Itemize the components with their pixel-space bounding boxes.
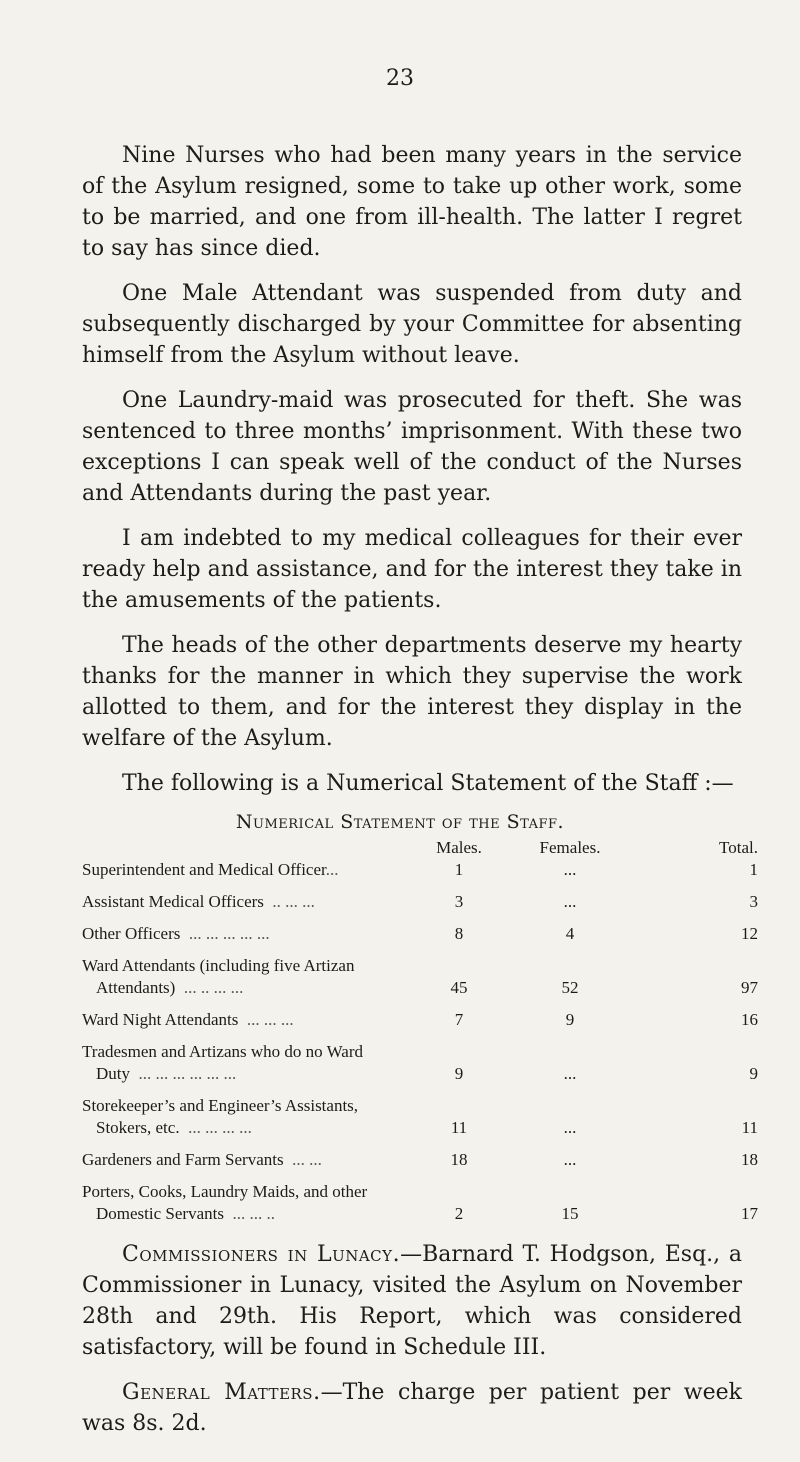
- table-row: [82, 1041, 758, 1095]
- header-blank: [82, 837, 404, 859]
- table-row: [82, 955, 758, 1009]
- row-label-cell: [82, 1181, 404, 1235]
- paragraph-department-heads: The heads of the other departments deserve my hearty thanks for the manner in which they supervise the work allotted to them, and for the interest they display in the welfare of the Asylum.: [82, 633, 742, 751]
- leader-dots: .. ... ...: [272, 892, 315, 911]
- header-total: Total.: [719, 838, 758, 857]
- males-cell: 9: [454, 1064, 464, 1083]
- row-label-cell: [82, 955, 404, 1009]
- total-cell: 3: [749, 892, 758, 911]
- row-label-cell: [82, 923, 404, 955]
- header-males: Males.: [436, 838, 482, 857]
- males-cell: 7: [454, 1010, 464, 1029]
- total-cell: 16: [741, 1010, 758, 1029]
- males-cell: 8: [454, 924, 464, 943]
- row-label: Ward Night Attendants: [82, 1010, 239, 1029]
- page-number: 23: [386, 66, 414, 91]
- row-label: Porters, Cooks, Laundry Maids, and other: [82, 1182, 368, 1201]
- males-cell: 18: [450, 1150, 468, 1169]
- females-cell: 4: [565, 924, 575, 943]
- table-row: [82, 1149, 758, 1181]
- row-label-cell: [82, 1149, 404, 1181]
- staff-table-header: [82, 837, 758, 859]
- row-label-cell: [82, 1041, 404, 1095]
- row-label: Other Officers: [82, 924, 181, 943]
- leader-dots: ... ... ... ... ...: [188, 924, 270, 943]
- table-row: [82, 859, 758, 891]
- row-label-continued: [82, 1063, 404, 1085]
- females-cell: ...: [563, 1064, 577, 1083]
- females-cell: 15: [561, 1204, 579, 1223]
- females-cell: ...: [563, 1150, 577, 1169]
- row-label-continued: [82, 1203, 404, 1225]
- leader-dots: ...: [325, 860, 339, 879]
- males-cell: 11: [450, 1118, 468, 1137]
- row-label: Tradesmen and Artizans who do no Ward: [82, 1042, 363, 1061]
- leader-dots: ... ... ...: [246, 1010, 294, 1029]
- paragraph-colleagues: I am indebted to my medical colleagues for their ever ready help and assistance, and for the interest they take in the amusements of the patients.: [82, 526, 742, 613]
- paragraph-statement-intro: The following is a Numerical Statement of the Staff :—: [122, 771, 734, 796]
- females-cell: 9: [565, 1010, 575, 1029]
- total-cell: 97: [741, 978, 758, 997]
- row-label: Storekeeper’s and Engineer’s Assistants,: [82, 1096, 359, 1115]
- total-cell: 17: [741, 1204, 758, 1223]
- table-row: [82, 1009, 758, 1041]
- table-row: [82, 1095, 758, 1149]
- leader-dots: ... ... ..: [232, 1204, 275, 1223]
- commissioners-heading: Commissioners in Lunacy.: [122, 1242, 401, 1267]
- general-matters-text: —The charge per patient per week was 8s. 2d.: [82, 1380, 742, 1436]
- total-cell: 9: [749, 1064, 758, 1083]
- males-cell: 2: [454, 1204, 464, 1223]
- leader-dots: ... ...: [292, 1150, 322, 1169]
- commissioners-text: —Barnard T. Hodgson, Esq., a Commissioner in Lunacy, visited the Asylum on November 28th and 29th. His Report, which was considered satisfactory, will be found in Schedule III.: [82, 1242, 743, 1360]
- males-cell: 3: [454, 892, 464, 911]
- row-label: Ward Attendants (including five Artizan: [82, 956, 355, 975]
- row-label-continued: [82, 977, 404, 999]
- leader-dots: ... .. ... ...: [183, 978, 244, 997]
- males-cell: 1: [454, 860, 464, 879]
- row-label-cell: [82, 1009, 404, 1041]
- row-label-cell: [82, 1095, 404, 1149]
- row-label: Superintendent and Medical Officer: [82, 860, 326, 879]
- total-cell: 11: [741, 1118, 758, 1137]
- leader-dots: ... ... ... ... ... ...: [138, 1064, 237, 1083]
- paragraph-nurses: Nine Nurses who had been many years in the service of the Asylum resigned, some to take up other work, some to be married, and one from ill-health. The latter I regret to say has since died.: [82, 143, 742, 261]
- row-label-line2: Duty: [96, 1064, 130, 1083]
- males-cell: 45: [450, 978, 468, 997]
- paragraph-commissioners: [82, 1239, 742, 1363]
- header-females: Females.: [539, 838, 601, 857]
- paragraph-male-attendant: One Male Attendant was suspended from duty and subsequently discharged by your Committee for absenting himself from the Asylum without leave.: [82, 281, 742, 368]
- total-cell: 18: [741, 1150, 758, 1169]
- row-label: Assistant Medical Officers: [82, 892, 264, 911]
- females-cell: 52: [561, 978, 579, 997]
- total-cell: 1: [749, 860, 758, 879]
- staff-table: [82, 837, 758, 1235]
- row-label-line2: Domestic Servants: [96, 1204, 224, 1223]
- table-row: [82, 923, 758, 955]
- females-cell: ...: [563, 860, 577, 879]
- paragraph-laundry-maid: One Laundry-maid was prosecuted for theft. She was sentenced to three months’ imprisonment. With these two exceptions I can speak well of the conduct of the Nurses and Attendants during the past year.: [82, 388, 742, 506]
- females-cell: ...: [563, 1118, 577, 1137]
- general-matters-heading: General Matters.: [122, 1380, 321, 1405]
- row-label: Gardeners and Farm Servants: [82, 1150, 284, 1169]
- row-label-cell: [82, 859, 404, 891]
- total-cell: 12: [741, 924, 758, 943]
- row-label-continued: [82, 1117, 404, 1139]
- table-row: [82, 1181, 758, 1235]
- paragraph-general-matters: [82, 1377, 742, 1439]
- row-label-cell: [82, 891, 404, 923]
- table-row: [82, 891, 758, 923]
- leader-dots: ... ... ... ...: [188, 1118, 252, 1137]
- row-label-line2: Attendants): [96, 978, 176, 997]
- females-cell: ...: [563, 892, 577, 911]
- staff-table-title: Numerical Statement of the Staff.: [235, 811, 565, 833]
- row-label-line2: Stokers, etc.: [96, 1118, 180, 1137]
